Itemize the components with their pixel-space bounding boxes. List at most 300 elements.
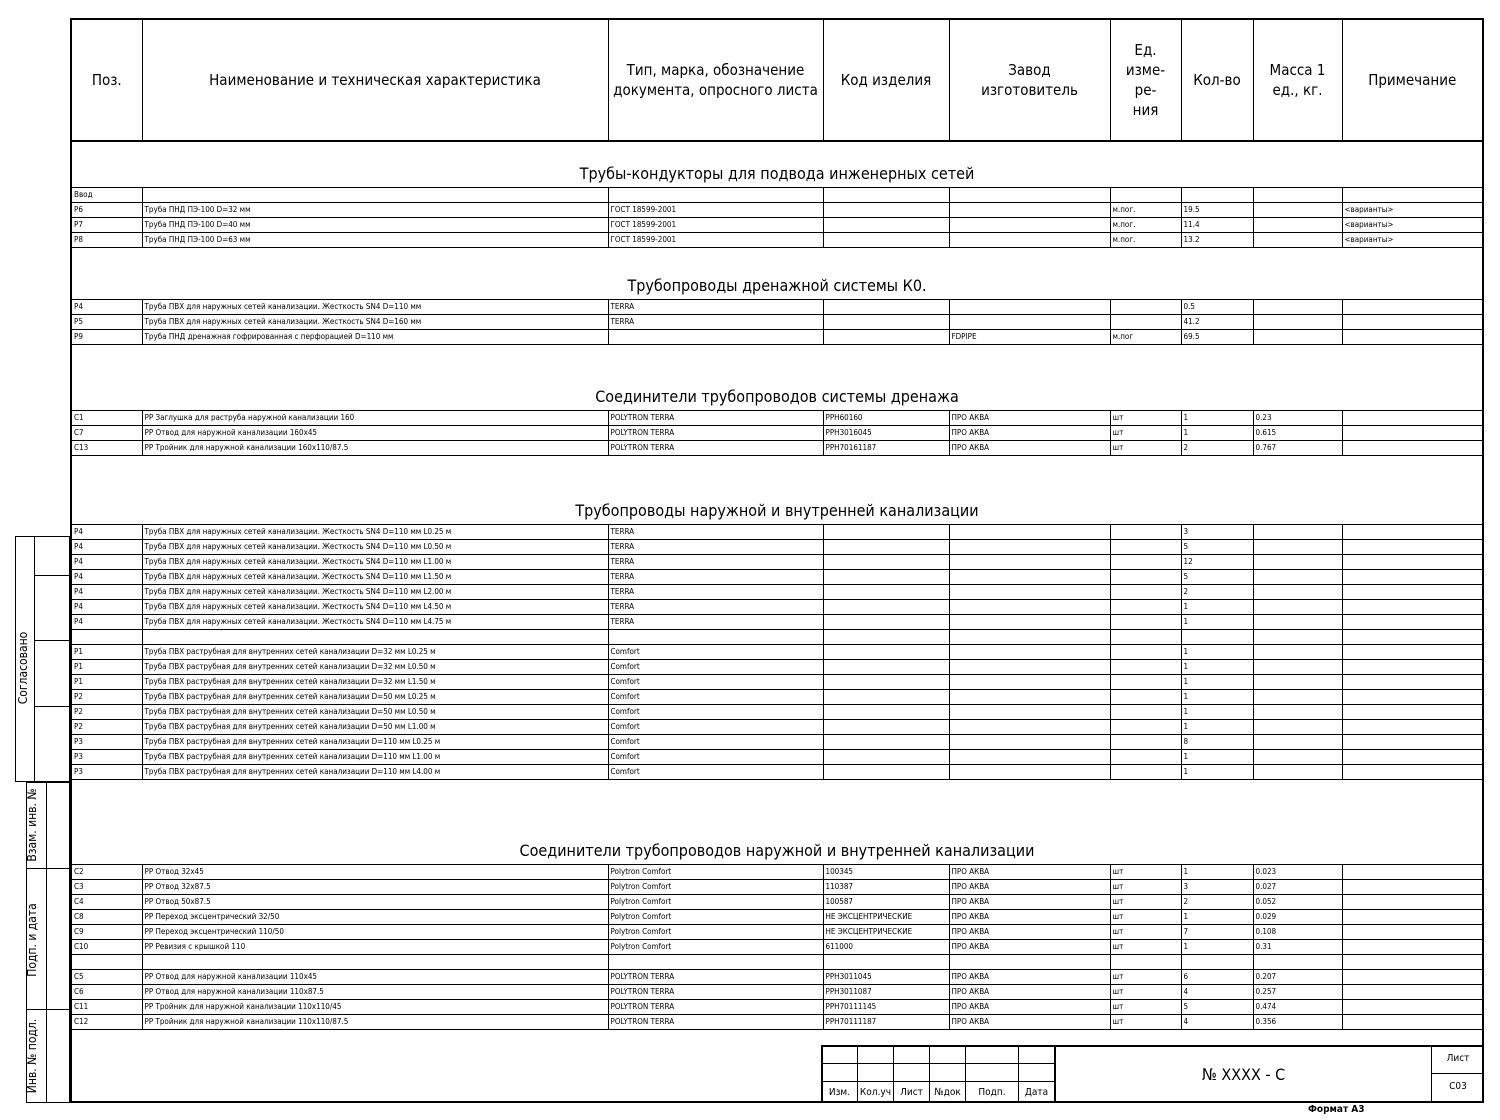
cell-qty: 2 — [1181, 584, 1253, 599]
cell-pos: Р1 — [72, 644, 142, 659]
cell-mass: 0.108 — [1253, 924, 1342, 939]
cell-mass: 0.207 — [1253, 969, 1342, 984]
data-label: Дата — [1024, 1087, 1049, 1098]
cell-unit — [1110, 187, 1181, 202]
cell-pos: Р1 — [72, 659, 142, 674]
table-row — [72, 749, 1482, 764]
table-row — [72, 704, 1482, 719]
cell-code: 110387 — [823, 879, 949, 894]
cell-qty: 4 — [1181, 984, 1253, 999]
cell-plant — [949, 217, 1110, 232]
cell-note — [1342, 764, 1482, 779]
cell-unit: м.пог. — [1110, 202, 1181, 217]
cell-pos: Р4 — [72, 584, 142, 599]
cell-note — [1342, 719, 1482, 734]
cell-code — [823, 614, 949, 629]
specification-table — [72, 20, 1482, 1030]
cell-pos: Р5 — [72, 314, 142, 329]
cell-name: PP Переход эксцентрический 32/50 — [142, 909, 608, 924]
cell-type: ГОСТ 18599-2001 — [608, 232, 823, 247]
table-row — [72, 969, 1482, 984]
cell-unit: шт — [1110, 879, 1181, 894]
section-title-1: Трубы-кондукторы для подвода инженерных сетей — [72, 141, 1482, 187]
cell-code: PPH3016045 — [823, 425, 949, 440]
cell-unit — [1110, 314, 1181, 329]
cell-name: PP Тройник для наружной канализации 160х110/87.5 — [142, 440, 608, 455]
cell-name: Труба ПВХ раструбная для внутренних сетей канализации D=50 мм L0.25 м — [142, 689, 608, 704]
table-row — [72, 202, 1482, 217]
cell-mass: 0.23 — [1253, 410, 1342, 425]
cell-code: PPH70111187 — [823, 1014, 949, 1029]
cell-type: Polytron Comfort — [608, 864, 823, 879]
cell-note — [1342, 939, 1482, 954]
cell-pos: Р9 — [72, 329, 142, 344]
col-type: Тип, марка, обозначение документа, опросного листа — [608, 20, 823, 141]
cell-note — [1342, 924, 1482, 939]
cell-note — [1342, 909, 1482, 924]
table-row — [72, 232, 1482, 247]
cell-plant — [949, 674, 1110, 689]
cell-plant — [949, 187, 1110, 202]
cell-plant: ПРО АКВА — [949, 879, 1110, 894]
cell-name: Труба ПВХ для наружных сетей канализации. Жесткость SN4 D=110 мм L1.50 м — [142, 569, 608, 584]
cell-name: PP Отвод для наружной канализации 110х45 — [142, 969, 608, 984]
table-row — [72, 879, 1482, 894]
cell-pos: С7 — [72, 425, 142, 440]
approval-stamp-div-3 — [34, 706, 70, 707]
cell-name — [142, 187, 608, 202]
table-row — [72, 299, 1482, 314]
cell-type: TERRA — [608, 554, 823, 569]
cell-pos: С6 — [72, 984, 142, 999]
cell-qty: 5 — [1181, 569, 1253, 584]
cell-plant — [949, 749, 1110, 764]
cell-qty: 6 — [1181, 969, 1253, 984]
cell-name: PP Отвод 50х87.5 — [142, 894, 608, 909]
inv-orig-col — [46, 1009, 47, 1103]
cell-code — [823, 734, 949, 749]
table-row — [72, 440, 1482, 455]
col-mass: Масса 1 ед., кг. — [1253, 20, 1342, 141]
cell-note — [1342, 410, 1482, 425]
cell-type: Comfort — [608, 764, 823, 779]
cell-code — [823, 217, 949, 232]
cell-plant — [949, 734, 1110, 749]
sign-date-col — [46, 868, 47, 1010]
cell-note — [1342, 644, 1482, 659]
cell-mass: 0.31 — [1253, 939, 1342, 954]
cell-unit — [1110, 554, 1181, 569]
cell-unit: шт — [1110, 1014, 1181, 1029]
cell-pos: С2 — [72, 864, 142, 879]
cell-plant: ПРО АКВА — [949, 984, 1110, 999]
sheet-label: Лист — [1446, 1053, 1470, 1064]
cell-pos: Р2 — [72, 704, 142, 719]
cell-qty: 19.5 — [1181, 202, 1253, 217]
cell-plant — [949, 554, 1110, 569]
table-row — [72, 984, 1482, 999]
cell-code: НЕ ЭКСЦЕНТРИЧЕСКИЕ — [823, 909, 949, 924]
cell-code: 611000 — [823, 939, 949, 954]
cell-name: Труба ПВХ для наружных сетей канализации. Жесткость SN4 D=110 мм L0.50 м — [142, 539, 608, 554]
cell-mass — [1253, 217, 1342, 232]
cell-unit: шт — [1110, 894, 1181, 909]
cell-name: Труба ПНД ПЭ-100 D=40 мм — [142, 217, 608, 232]
cell-mass — [1253, 299, 1342, 314]
cell-pos: С11 — [72, 999, 142, 1014]
cell-qty: 5 — [1181, 539, 1253, 554]
cell-note — [1342, 539, 1482, 554]
cell-mass — [1253, 554, 1342, 569]
cell-plant: ПРО АКВА — [949, 939, 1110, 954]
cell-code — [823, 584, 949, 599]
cell-code: PPH60160 — [823, 410, 949, 425]
cell-code — [823, 299, 949, 314]
cell-unit — [1110, 719, 1181, 734]
cell-unit: шт — [1110, 939, 1181, 954]
col-code: Код изделия — [823, 20, 949, 141]
cell-plant: ПРО АКВА — [949, 410, 1110, 425]
cell-plant: ПРО АКВА — [949, 924, 1110, 939]
cell-mass: 0.257 — [1253, 984, 1342, 999]
cell-type: TERRA — [608, 539, 823, 554]
cell-name: PP Заглушка для раструба наружной канализации 160 — [142, 410, 608, 425]
cell-code — [823, 704, 949, 719]
cell-note: <варианты> — [1342, 232, 1482, 247]
cell-qty: 1 — [1181, 689, 1253, 704]
cell-unit: шт — [1110, 909, 1181, 924]
cell-unit — [1110, 539, 1181, 554]
cell-mass — [1253, 659, 1342, 674]
cell-mass — [1253, 539, 1342, 554]
cell-name: Труба ПВХ для наружных сетей канализации. Жесткость SN4 D=160 мм — [142, 314, 608, 329]
table-row — [72, 939, 1482, 954]
cell-qty: 1 — [1181, 425, 1253, 440]
cell-pos: Р3 — [72, 734, 142, 749]
cell-qty: 13.2 — [1181, 232, 1253, 247]
cell-type: Comfort — [608, 644, 823, 659]
cell-qty: 1 — [1181, 674, 1253, 689]
cell-mass: 0.615 — [1253, 425, 1342, 440]
empty-row — [72, 954, 1482, 969]
cell-note — [1342, 894, 1482, 909]
cell-type: ГОСТ 18599-2001 — [608, 217, 823, 232]
cell-note — [1342, 984, 1482, 999]
cell-code: PPH3011087 — [823, 984, 949, 999]
cell-qty: 1 — [1181, 410, 1253, 425]
cell-qty: 1 — [1181, 749, 1253, 764]
cell-qty: 41.2 — [1181, 314, 1253, 329]
empty-row — [72, 629, 1482, 644]
col-name: Наименование и техническая характеристика — [142, 20, 608, 141]
cell-mass — [1253, 584, 1342, 599]
cell-unit — [1110, 584, 1181, 599]
cell-pos: Р7 — [72, 217, 142, 232]
cell-qty: 1 — [1181, 939, 1253, 954]
cell-pos: С4 — [72, 894, 142, 909]
cell-pos: Р6 — [72, 202, 142, 217]
cell-qty: 0.5 — [1181, 299, 1253, 314]
cell-code — [823, 749, 949, 764]
cell-code — [823, 554, 949, 569]
cell-plant: ПРО АКВА — [949, 969, 1110, 984]
cell-code: PPH3011045 — [823, 969, 949, 984]
cell-plant — [949, 644, 1110, 659]
cell-plant — [949, 689, 1110, 704]
cell-type: TERRA — [608, 524, 823, 539]
col-pos: Поз. — [72, 20, 142, 141]
cell-mass — [1253, 599, 1342, 614]
ndok-label: №док — [934, 1087, 961, 1098]
cell-note — [1342, 614, 1482, 629]
cell-code — [823, 314, 949, 329]
cell-unit — [1110, 599, 1181, 614]
cell-pos: Ввод — [72, 187, 142, 202]
cell-qty: 1 — [1181, 614, 1253, 629]
cell-pos: Р1 — [72, 674, 142, 689]
table-row — [72, 217, 1482, 232]
cell-type: Comfort — [608, 719, 823, 734]
cell-type: Polytron Comfort — [608, 939, 823, 954]
cell-note — [1342, 879, 1482, 894]
cell-code — [823, 329, 949, 344]
col-qty: Кол-во — [1181, 20, 1253, 141]
cell-name: Труба ПНД дренажная гофрированная с перфорацией D=110 мм — [142, 329, 608, 344]
table-row — [72, 999, 1482, 1014]
cell-plant: ПРО АКВА — [949, 440, 1110, 455]
cell-note — [1342, 425, 1482, 440]
cell-unit — [1110, 569, 1181, 584]
table-row — [72, 674, 1482, 689]
cell-pos: Р4 — [72, 554, 142, 569]
cell-code — [823, 764, 949, 779]
cell-pos: Р4 — [72, 524, 142, 539]
inv-replace-col — [46, 782, 47, 869]
cell-name: PP Тройник для наружной канализации 110х110/87.5 — [142, 1014, 608, 1029]
cell-type: TERRA — [608, 569, 823, 584]
cell-name: Труба ПНД ПЭ-100 D=63 мм — [142, 232, 608, 247]
cell-mass — [1253, 314, 1342, 329]
cell-pos: С1 — [72, 410, 142, 425]
cell-code — [823, 187, 949, 202]
cell-type: Comfort — [608, 659, 823, 674]
cell-plant — [949, 704, 1110, 719]
cell-code — [823, 232, 949, 247]
cell-code: НЕ ЭКСЦЕНТРИЧЕСКИЕ — [823, 924, 949, 939]
cell-mass: 0.027 — [1253, 879, 1342, 894]
cell-pos: Р4 — [72, 299, 142, 314]
cell-name: Труба ПВХ для наружных сетей канализации. Жесткость SN4 D=110 мм L4.75 м — [142, 614, 608, 629]
list-label: Лист — [900, 1087, 923, 1098]
kol-uch-label: Кол.уч — [859, 1087, 892, 1098]
cell-qty: 12 — [1181, 554, 1253, 569]
cell-note — [1342, 674, 1482, 689]
cell-unit — [1110, 764, 1181, 779]
cell-note — [1342, 314, 1482, 329]
cell-mass — [1253, 202, 1342, 217]
table-row — [72, 314, 1482, 329]
doc-number: № XXXX - С — [1201, 1065, 1286, 1084]
cell-qty: 1 — [1181, 864, 1253, 879]
cell-qty: 1 — [1181, 659, 1253, 674]
cell-note — [1342, 689, 1482, 704]
cell-unit: шт — [1110, 440, 1181, 455]
cell-plant — [949, 719, 1110, 734]
cell-type: Polytron Comfort — [608, 894, 823, 909]
cell-mass — [1253, 689, 1342, 704]
cell-code: PPH70161187 — [823, 440, 949, 455]
table-row — [72, 1014, 1482, 1029]
cell-plant — [949, 599, 1110, 614]
cell-pos: Р4 — [72, 539, 142, 554]
cell-pos: Р8 — [72, 232, 142, 247]
cell-unit: шт — [1110, 425, 1181, 440]
cell-qty: 1 — [1181, 599, 1253, 614]
cell-type: Polytron Comfort — [608, 909, 823, 924]
cell-note — [1342, 599, 1482, 614]
cell-unit — [1110, 659, 1181, 674]
col-note: Примечание — [1342, 20, 1482, 141]
cell-plant: ПРО АКВА — [949, 909, 1110, 924]
approval-stamp-div-1 — [34, 575, 70, 576]
table-row — [72, 659, 1482, 674]
cell-note — [1342, 749, 1482, 764]
table-row — [72, 410, 1482, 425]
cell-qty: 1 — [1181, 909, 1253, 924]
cell-name: Труба ПВХ раструбная для внутренних сетей канализации D=32 мм L1.50 м — [142, 674, 608, 689]
cell-plant: ПРО АКВА — [949, 999, 1110, 1014]
section-title-4: Трубопроводы наружной и внутренней канализации — [72, 455, 1482, 524]
cell-type: Comfort — [608, 749, 823, 764]
cell-unit — [1110, 644, 1181, 659]
cell-mass — [1253, 187, 1342, 202]
cell-plant — [949, 314, 1110, 329]
table-row — [72, 689, 1482, 704]
cell-unit — [1110, 734, 1181, 749]
cell-qty: 1 — [1181, 764, 1253, 779]
cell-qty: 4 — [1181, 1014, 1253, 1029]
cell-type: POLYTRON TERRA — [608, 999, 823, 1014]
cell-unit — [1110, 704, 1181, 719]
cell-type: TERRA — [608, 584, 823, 599]
approved-label: Согласовано — [16, 631, 30, 705]
cell-name: Труба ПВХ для наружных сетей канализации. Жесткость SN4 D=110 мм L4.50 м — [142, 599, 608, 614]
cell-type: Comfort — [608, 674, 823, 689]
cell-type: Comfort — [608, 734, 823, 749]
cell-mass — [1253, 674, 1342, 689]
inv-orig-label: Инв. № подл. — [25, 1018, 39, 1094]
cell-note — [1342, 187, 1482, 202]
cell-unit: шт — [1110, 864, 1181, 879]
cell-mass: 0.052 — [1253, 894, 1342, 909]
table-row — [72, 864, 1482, 879]
cell-plant: ПРО АКВА — [949, 1014, 1110, 1029]
cell-name: Труба ПВХ для наружных сетей канализации. Жесткость SN4 D=110 мм L2.00 м — [142, 584, 608, 599]
cell-pos: Р3 — [72, 764, 142, 779]
cell-type: TERRA — [608, 314, 823, 329]
table-row — [72, 539, 1482, 554]
cell-mass: 0.023 — [1253, 864, 1342, 879]
cell-unit: шт — [1110, 999, 1181, 1014]
cell-qty: 11.4 — [1181, 217, 1253, 232]
cell-name: Труба ПВХ для наружных сетей канализации. Жесткость SN4 D=110 мм L0.25 м — [142, 524, 608, 539]
cell-plant — [949, 232, 1110, 247]
cell-plant — [949, 584, 1110, 599]
cell-mass — [1253, 764, 1342, 779]
cell-type — [608, 187, 823, 202]
cell-pos: С3 — [72, 879, 142, 894]
cell-type: Polytron Comfort — [608, 924, 823, 939]
format-label: Формат А3 — [1308, 1104, 1365, 1115]
cell-note — [1342, 864, 1482, 879]
cell-name: Труба ПНД ПЭ-100 D=32 мм — [142, 202, 608, 217]
cell-mass — [1253, 734, 1342, 749]
approval-stamp-col — [34, 536, 35, 782]
cell-name: PP Тройник для наружной канализации 110х110/45 — [142, 999, 608, 1014]
cell-mass — [1253, 749, 1342, 764]
table-header — [72, 20, 1482, 141]
cell-type: ГОСТ 18599-2001 — [608, 202, 823, 217]
cell-plant: ПРО АКВА — [949, 864, 1110, 879]
cell-mass — [1253, 704, 1342, 719]
cell-note: <варианты> — [1342, 202, 1482, 217]
table-row — [72, 554, 1482, 569]
col-plant: Завод изготовитель — [949, 20, 1110, 141]
section-title-5: Соединители трубопроводов наружной и внутренней канализации — [72, 779, 1482, 864]
cell-unit: шт — [1110, 924, 1181, 939]
cell-qty: 8 — [1181, 734, 1253, 749]
cell-name: Труба ПВХ раструбная для внутренних сетей канализации D=50 мм L1.00 м — [142, 719, 608, 734]
cell-code — [823, 644, 949, 659]
specification-sheet — [70, 18, 1484, 1103]
cell-pos: Р4 — [72, 614, 142, 629]
cell-code — [823, 569, 949, 584]
cell-unit: шт — [1110, 984, 1181, 999]
cell-code — [823, 689, 949, 704]
cell-plant: ПРО АКВА — [949, 425, 1110, 440]
cell-unit: шт — [1110, 410, 1181, 425]
cell-mass: 0.356 — [1253, 1014, 1342, 1029]
cell-type: Comfort — [608, 689, 823, 704]
cell-name: PP Отвод 32х45 — [142, 864, 608, 879]
cell-unit — [1110, 614, 1181, 629]
table-row — [72, 734, 1482, 749]
cell-mass: 0.029 — [1253, 909, 1342, 924]
cell-type: POLYTRON TERRA — [608, 440, 823, 455]
cell-type: POLYTRON TERRA — [608, 984, 823, 999]
title-block — [821, 1045, 1484, 1103]
cell-type: POLYTRON TERRA — [608, 1014, 823, 1029]
cell-name: PP Ревизия с крышкой 110 — [142, 939, 608, 954]
cell-note — [1342, 734, 1482, 749]
col-unit: Ед. изме- ре- ния — [1110, 20, 1181, 141]
cell-note — [1342, 999, 1482, 1014]
cell-note — [1342, 554, 1482, 569]
cell-plant: ПРО АКВА — [949, 894, 1110, 909]
inv-replace-label: Взам. инв. № — [25, 788, 39, 862]
table-row — [72, 894, 1482, 909]
cell-mass — [1253, 719, 1342, 734]
cell-plant — [949, 202, 1110, 217]
izm-label: Изм. — [828, 1087, 851, 1098]
cell-code — [823, 719, 949, 734]
table-row — [72, 569, 1482, 584]
cell-pos: Р4 — [72, 569, 142, 584]
cell-note — [1342, 969, 1482, 984]
cell-name: PP Отвод 32х87.5 — [142, 879, 608, 894]
cell-type: Comfort — [608, 704, 823, 719]
cell-mass — [1253, 569, 1342, 584]
